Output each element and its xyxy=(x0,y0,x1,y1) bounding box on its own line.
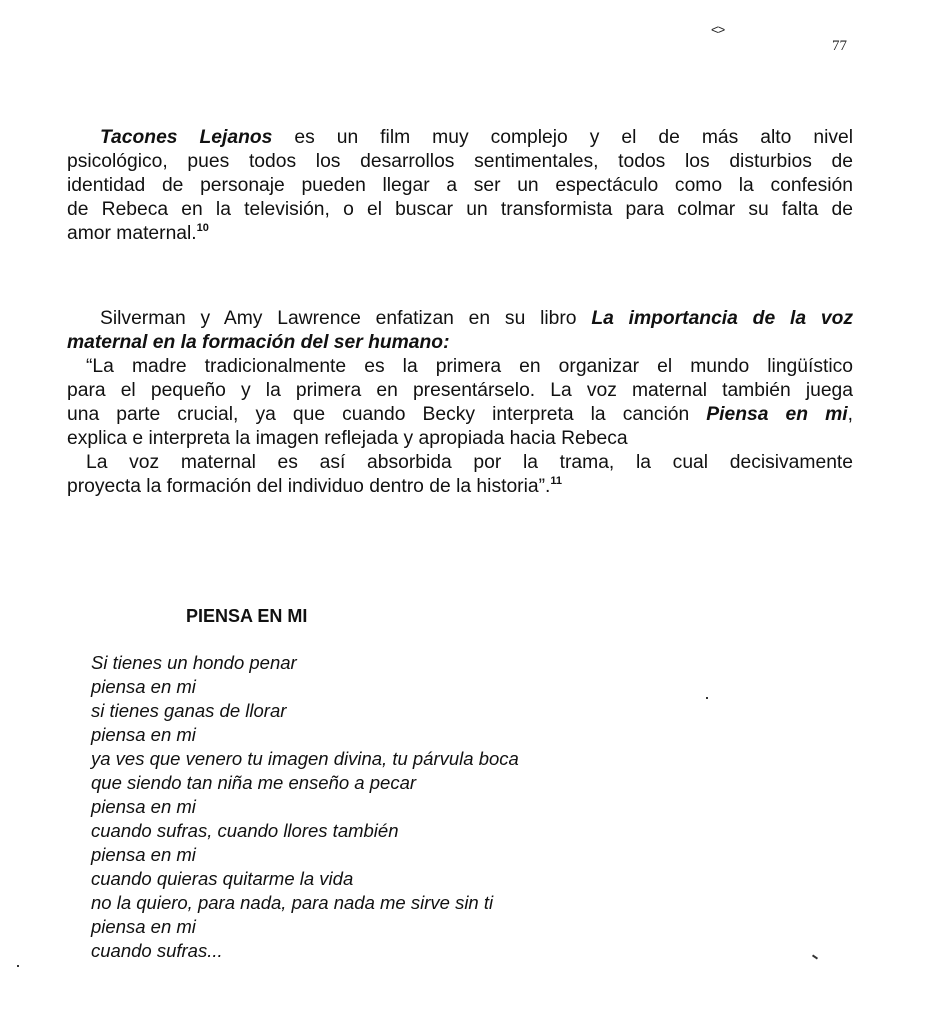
quote-line: explica e interpreta la imagen reflejada y apropiada hacia Rebeca xyxy=(67,428,628,449)
paragraph-silverman xyxy=(67,307,853,499)
film-title: Tacones Lejanos xyxy=(100,127,273,148)
footnote-marker: 11 xyxy=(550,475,563,487)
lyric-line: no la quiero, para nada, para nada me sirve sin ti xyxy=(91,892,494,913)
paragraph-line: de Rebeca en la televisión, o el buscar un transformista para colmar su falta de xyxy=(67,199,853,220)
lyric-line: piensa en mi xyxy=(91,796,196,817)
quote-line: proyecta la formación del individuo dentro de la historia”.$^{11}$ xyxy=(67,475,563,497)
paragraph-line xyxy=(67,331,853,355)
lyric-line: piensa en mi xyxy=(91,724,196,745)
quote-line: para el pequeño y la primera en presentárselo. La voz maternal también juega xyxy=(67,380,853,401)
book-title: La importancia de la voz xyxy=(591,308,853,329)
lyric-line: cuando quieras quitarme la vida xyxy=(91,868,354,889)
scan-speck xyxy=(17,965,19,967)
paragraph-line: Silverman y Amy Lawrence enfatizan en su libro La importancia de la voz xyxy=(100,308,853,329)
quote-line: La voz maternal es así absorbida por la trama, la cual decisivamente xyxy=(86,452,853,473)
song-lyrics xyxy=(91,651,519,963)
lyric-line: piensa en mi xyxy=(91,916,196,937)
footnote-marker: 10 xyxy=(196,222,209,234)
lyric-line: que siendo tan niña me enseño a pecar xyxy=(91,772,417,793)
page-number: 77 xyxy=(832,38,847,54)
paragraph-tacones-lejanos xyxy=(67,126,853,246)
lyric-line: si tienes ganas de llorar xyxy=(91,700,287,721)
song-title: PIENSA EN MI xyxy=(186,606,308,626)
paragraph-line: identidad de personaje pueden llegar a ser un espectáculo como la confesión xyxy=(67,175,853,196)
lyric-line: cuando sufras, cuando llores también xyxy=(91,820,399,841)
top-scan-mark: <> xyxy=(711,22,725,37)
lyric-line: piensa en mi xyxy=(91,844,196,865)
paragraph-line: amor maternal.$^{10}$ xyxy=(67,222,209,244)
paragraph-line: Tacones Lejanos es un film muy complejo y el de más alto nivel xyxy=(100,127,853,148)
lyric-line: cuando sufras... xyxy=(91,940,223,961)
scan-speck xyxy=(812,954,818,959)
paragraph-line: psicológico, pues todos los desarrollos sentimentales, todos los disturbios de xyxy=(67,151,853,172)
song-reference: Piensa en mi xyxy=(706,404,848,425)
book-title-continued: maternal en la formación del ser humano: xyxy=(67,332,450,353)
lyric-line: ya ves que venero tu imagen divina, tu párvula boca xyxy=(91,748,519,769)
lyric-line: Si tienes un hondo penar xyxy=(91,652,297,673)
lyric-line: piensa en mi xyxy=(91,676,196,697)
scan-speck xyxy=(706,697,708,699)
quote-line: “La madre tradicionalmente es la primera en organizar el mundo lingüístico xyxy=(86,356,853,377)
quote-line: una parte crucial, ya que cuando Becky interpreta la canción Piensa en mi, xyxy=(67,404,853,425)
